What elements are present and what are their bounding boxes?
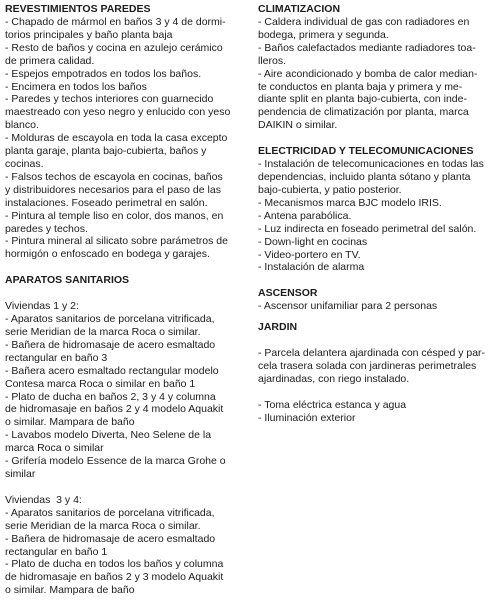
text-line: - Iluminación exterior: [258, 411, 356, 424]
section-jardin: [258, 321, 494, 425]
text-line: - Plato de ducha en todos los baños y columna: [5, 558, 224, 571]
left-column: [5, 3, 243, 597]
section-body: [258, 300, 494, 313]
text-line: de hidromasaje en baños 2 y 4 modelo Aquakit: [5, 403, 224, 416]
section-aparatos-sanitarios: [5, 274, 243, 597]
section-heading: REVESTIMIENTOS PAREDES: [5, 3, 151, 15]
text-line: - Antena parabólica.: [258, 209, 352, 222]
text-line: - Video-portero en TV.: [258, 248, 361, 261]
text-line: - Espejos empotrados en todos los baños.: [5, 67, 202, 80]
section-ascensor: [258, 287, 494, 313]
text-line: rectangular en baño 3: [5, 351, 108, 364]
section-body: [258, 16, 494, 132]
text-line: - Ascensor unifamiliar para 2 personas: [258, 300, 438, 313]
text-line: - Parcela delantera ajardinada con césped y par-: [258, 347, 486, 360]
text-line: bajo-cubierta, y patio posterior.: [258, 183, 402, 196]
text-line: de hidromasaje en baños 2 y 3 modelo Aquakit: [5, 571, 224, 584]
jardin-parcela-block: [258, 347, 494, 386]
text-line: - Lavabos modelo Diverta, Neo Selene de la: [5, 429, 212, 442]
section-heading: ELECTRICIDAD Y TELECOMUNICACIONES: [258, 145, 474, 158]
text-line: de primera calidad.: [5, 54, 95, 67]
section-body: [258, 158, 494, 274]
text-line: - Instalación de alarma: [258, 261, 365, 274]
text-line: - Aparatos sanitarios de porcelana vitrificada,: [5, 313, 215, 326]
text-line: - Chapado de mármol en baños 3 y 4 de dormi-: [5, 16, 226, 28]
text-line: - Caldera individual de gas con radiadores en: [258, 16, 470, 28]
text-line: bodega, primera y segunda.: [258, 28, 389, 41]
text-line: - Baños calefactados mediante radiadores toa-: [258, 41, 476, 54]
text-line: DAIKIN o similar.: [258, 119, 338, 132]
text-line: - Toma eléctrica estanca y agua: [258, 398, 407, 411]
text-line: planta garaje, planta bajo-cubierta, baños y: [5, 145, 207, 158]
section-body: [5, 16, 243, 261]
text-line: Viviendas 1 y 2:: [5, 300, 79, 313]
text-line: - Resto de baños y cocina en azulejo cerámico: [5, 41, 223, 54]
text-line: - Bañera de hidromasaje de acero esmaltado: [5, 532, 216, 545]
text-line: - Aparatos sanitarios de porcelana vitrificada,: [5, 506, 215, 519]
text-line: serie Meridian de la marca Roca o similar.: [5, 519, 201, 532]
text-line: similar: [5, 468, 36, 480]
text-line: paredes y techos.: [5, 222, 88, 235]
viviendas-1-2-block: [5, 300, 243, 481]
text-line: serie Meridian de la marca Roca o similar.: [5, 326, 201, 339]
text-line: o similar. Mampara de baño: [5, 584, 135, 597]
section-heading: ASCENSOR: [258, 287, 318, 300]
text-line: o similar. Mampara de baño: [5, 416, 135, 429]
viviendas-3-4-block: [5, 494, 243, 597]
text-line: Viviendas 3 y 4:: [5, 493, 82, 506]
text-line: cela trasera solada con jardineras perimetrales: [258, 360, 477, 373]
text-line: - Down-light en cocinas: [258, 235, 368, 248]
right-column: [258, 3, 494, 425]
text-line: marca Roca o similar: [5, 442, 104, 455]
text-line: - Bañera acero esmaltado rectangular modelo: [5, 364, 219, 377]
section-heading: JARDIN: [258, 321, 298, 334]
section-climatizacion: [258, 3, 494, 132]
text-line: dependencias, incluido planta sótano y planta: [258, 171, 471, 184]
text-line: pendencia de climatización por planta, marca: [258, 106, 469, 119]
text-line: - Pintura al temple liso en color, dos manos, en: [5, 209, 224, 222]
text-line: - Aire acondicionado y bomba de calor median-: [258, 67, 478, 80]
text-line: lleros.: [258, 54, 287, 67]
text-line: maestreado con yeso negro y enlucido con yeso: [5, 106, 231, 119]
text-line: - Falsos techos de escayola en cocinas, baños: [5, 170, 223, 183]
text-line: - Bañera de hidromasaje de acero esmaltado: [5, 338, 216, 351]
text-line: - Plato de ducha en baños 2, 3 y 4 y columna: [5, 390, 216, 403]
text-line: Contesa marca Roca o similar en baño 1: [5, 377, 196, 390]
jardin-instalaciones-block: [258, 399, 494, 425]
text-line: hormigón o enfoscado en bodega y garajes.: [5, 248, 210, 261]
text-line: - Instalación de telecomunicaciones en todas las: [258, 158, 484, 171]
text-line: y distribuidores necesarios para el paso de las: [5, 183, 221, 196]
text-line: - Luz indirecta en foseado perimetral del salón.: [258, 222, 477, 235]
text-line: - Encimera en todos los baños: [5, 80, 147, 93]
text-line: torios principales y baño planta baja: [5, 28, 173, 41]
section-heading: CLIMATIZACION: [258, 3, 341, 15]
text-line: blanco.: [5, 119, 39, 132]
text-line: diante split en planta bajo-cubierta, con inde-: [258, 93, 467, 106]
text-line: - Mecanismos marca BJC modelo IRIS.: [258, 196, 442, 209]
text-line: instalaciones. Foseado perimetral en salón.: [5, 196, 208, 209]
section-electricidad: [258, 145, 494, 274]
text-line: te conductos en planta baja y primera y me-: [258, 80, 463, 93]
text-line: - Pintura mineral al silicato sobre parámetros de: [5, 235, 228, 248]
text-line: - Molduras de escayola en toda la casa excepto: [5, 132, 228, 145]
section-revestimientos: [5, 3, 243, 261]
section-heading: APARATOS SANITARIOS: [5, 274, 130, 287]
text-line: - Grifería modelo Essence de la marca Grohe o: [5, 455, 226, 468]
text-line: cocinas.: [5, 157, 44, 170]
text-line: - Paredes y techos interiores con guarnecido: [5, 93, 214, 106]
text-line: ajardinadas, con riego instalado.: [258, 373, 410, 386]
text-line: rectangular en baño 1: [5, 545, 108, 558]
